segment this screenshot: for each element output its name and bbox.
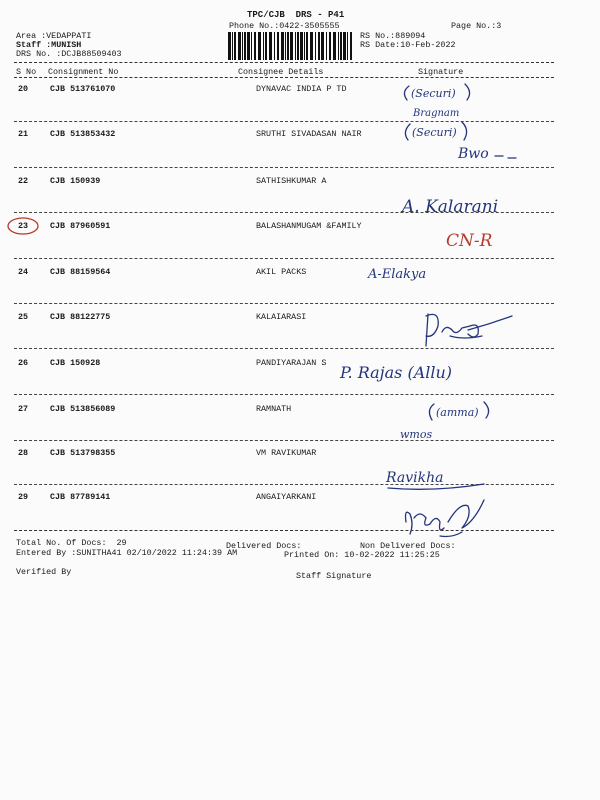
column-header-sno: S No bbox=[16, 67, 37, 77]
barcode-bar bbox=[263, 32, 264, 60]
barcode-bar bbox=[277, 32, 279, 60]
svg-text:A. Kalarani: A. Kalarani bbox=[402, 197, 499, 217]
barcode-bar bbox=[295, 32, 296, 60]
barcode-bar bbox=[232, 32, 233, 60]
svg-text:(amma): (amma) bbox=[436, 406, 479, 419]
row-sno: 23 bbox=[18, 221, 29, 231]
svg-text:Bragnam: Bragnam bbox=[413, 108, 460, 119]
row-sno: 29 bbox=[18, 492, 29, 502]
barcode-bar bbox=[297, 32, 299, 60]
phone-number: Phone No.:0422-3505555 bbox=[229, 21, 340, 31]
divider bbox=[14, 62, 554, 63]
row-sno: 28 bbox=[18, 448, 29, 458]
signature-row-28 bbox=[384, 462, 494, 494]
row-divider bbox=[14, 167, 554, 168]
barcode-bar bbox=[242, 32, 243, 60]
barcode-bar bbox=[310, 32, 313, 60]
column-header-consignee: Consignee Details bbox=[238, 67, 324, 77]
row-consignee: PANDIYARAJAN S bbox=[256, 358, 327, 368]
non-delivered-docs: Non Delivered Docs: bbox=[360, 541, 456, 551]
drs-number: DRS No. :DCJB88509403 bbox=[16, 49, 122, 59]
row-consignee: KALAIARASI bbox=[256, 312, 307, 322]
row-consignee: VM RAVIKUMAR bbox=[256, 448, 317, 458]
row-consignment: CJB 87789141 bbox=[50, 492, 111, 502]
signature-row-25 bbox=[420, 306, 516, 356]
barcode-bar bbox=[290, 32, 293, 60]
document-title: TPC/CJB DRS - P41 bbox=[247, 10, 345, 20]
row-consignee: RAMNATH bbox=[256, 404, 292, 414]
row-sno: 20 bbox=[18, 84, 29, 94]
barcode-bar bbox=[254, 32, 256, 60]
barcode-bar bbox=[306, 32, 308, 60]
svg-text:P. Rajas (Allu): P. Rajas (Allu) bbox=[340, 363, 453, 382]
signature-row-29 bbox=[400, 494, 510, 544]
svg-text:Ravikha: Ravikha bbox=[386, 470, 444, 486]
svg-text:Bwo: Bwo bbox=[458, 146, 489, 162]
row-consignee: DYNAVAC INDIA P TD bbox=[256, 84, 347, 94]
barcode-bar bbox=[234, 32, 236, 60]
row-sno: 21 bbox=[18, 129, 29, 139]
signature-row-22 bbox=[398, 190, 538, 220]
barcode-bar bbox=[321, 32, 324, 60]
barcode-bar bbox=[281, 32, 284, 60]
rs-number: RS No.:889094 bbox=[360, 31, 426, 41]
barcode-bar bbox=[251, 32, 252, 60]
signature-row-26 bbox=[338, 352, 538, 390]
total-docs: Total No. Of Docs: 29 bbox=[16, 538, 127, 548]
staff-signature: Staff Signature bbox=[296, 571, 372, 581]
barcode-bar bbox=[333, 32, 336, 60]
row-consignment: CJB 513761070 bbox=[50, 84, 116, 94]
verified-by: Verified By bbox=[16, 567, 72, 577]
row-consignment: CJB 150939 bbox=[50, 176, 101, 186]
row-consignment: CJB 513853432 bbox=[50, 129, 116, 139]
barcode-bar bbox=[244, 32, 246, 60]
signature-row-24 bbox=[364, 258, 454, 286]
barcode-bar bbox=[265, 32, 267, 60]
barcode-bar bbox=[287, 32, 289, 60]
row-sno: 26 bbox=[18, 358, 29, 368]
row-consignment: CJB 150928 bbox=[50, 358, 101, 368]
barcode-bar bbox=[338, 32, 339, 60]
row-consignee: BALASHANMUGAM &FAMILY bbox=[256, 221, 362, 231]
row-consignee: ANGAIYARKANI bbox=[256, 492, 317, 502]
barcode-bar bbox=[228, 32, 231, 60]
delivered-docs: Delivered Docs: bbox=[226, 541, 302, 551]
page-number: Page No.:3 bbox=[451, 21, 502, 31]
column-header-consignment: Consignment No bbox=[48, 67, 119, 77]
barcode-bar bbox=[340, 32, 342, 60]
row-divider bbox=[14, 303, 554, 304]
svg-text:CN-R: CN-R bbox=[446, 231, 493, 251]
barcode-bar bbox=[304, 32, 305, 60]
row-consignment: CJB 88159564 bbox=[50, 267, 111, 277]
rs-date: RS Date:10-Feb-2022 bbox=[360, 40, 456, 50]
svg-text:wmos: wmos bbox=[400, 428, 433, 441]
barcode-bar bbox=[274, 32, 275, 60]
row-consignment: CJB 513856089 bbox=[50, 404, 116, 414]
barcode-bar bbox=[343, 32, 346, 60]
row-consignee: SATHISHKUMAR A bbox=[256, 176, 327, 186]
svg-text:A-Elakya: A-Elakya bbox=[368, 267, 427, 282]
row-sno: 27 bbox=[18, 404, 29, 414]
row-divider bbox=[14, 258, 554, 259]
barcode-bar bbox=[238, 32, 241, 60]
staff-label: Staff :MUNISH bbox=[16, 40, 82, 50]
barcode-bar bbox=[350, 32, 352, 60]
barcode-bar bbox=[347, 32, 348, 60]
svg-text:(Securi): (Securi) bbox=[411, 87, 456, 100]
svg-text:(Securi): (Securi) bbox=[412, 126, 457, 139]
signature-row-21 bbox=[400, 120, 530, 166]
barcode-bar bbox=[247, 32, 250, 60]
area-label: Area :VEDAPPATI bbox=[16, 31, 92, 41]
barcode-bar bbox=[300, 32, 303, 60]
printed-on: Printed On: 10-02-2022 11:25:25 bbox=[284, 550, 440, 560]
row-consignment: CJB 87960591 bbox=[50, 221, 111, 231]
column-header-signature: Signature bbox=[418, 67, 464, 77]
barcode-bar bbox=[326, 32, 327, 60]
row-circle-mark bbox=[6, 214, 40, 238]
row-consignment: CJB 88122775 bbox=[50, 312, 111, 322]
entered-by: Entered By :SUNITHA41 02/10/2022 11:24:39 AM bbox=[16, 548, 238, 558]
row-sno: 24 bbox=[18, 267, 29, 277]
row-consignment: CJB 513798355 bbox=[50, 448, 116, 458]
barcode-bar bbox=[269, 32, 272, 60]
row-divider bbox=[14, 394, 554, 395]
barcode-bar bbox=[285, 32, 286, 60]
signature-row-20 bbox=[395, 78, 495, 122]
barcode bbox=[228, 32, 353, 60]
barcode-bar bbox=[258, 32, 261, 60]
signature-row-27 bbox=[388, 398, 518, 446]
signature-row-23 bbox=[442, 224, 522, 252]
barcode-bar bbox=[318, 32, 320, 60]
barcode-bar bbox=[315, 32, 316, 60]
barcode-bar bbox=[329, 32, 331, 60]
row-consignee: AKIL PACKS bbox=[256, 267, 307, 277]
row-sno: 22 bbox=[18, 176, 29, 186]
row-consignee: SRUTHI SIVADASAN NAIR bbox=[256, 129, 362, 139]
row-sno: 25 bbox=[18, 312, 29, 322]
